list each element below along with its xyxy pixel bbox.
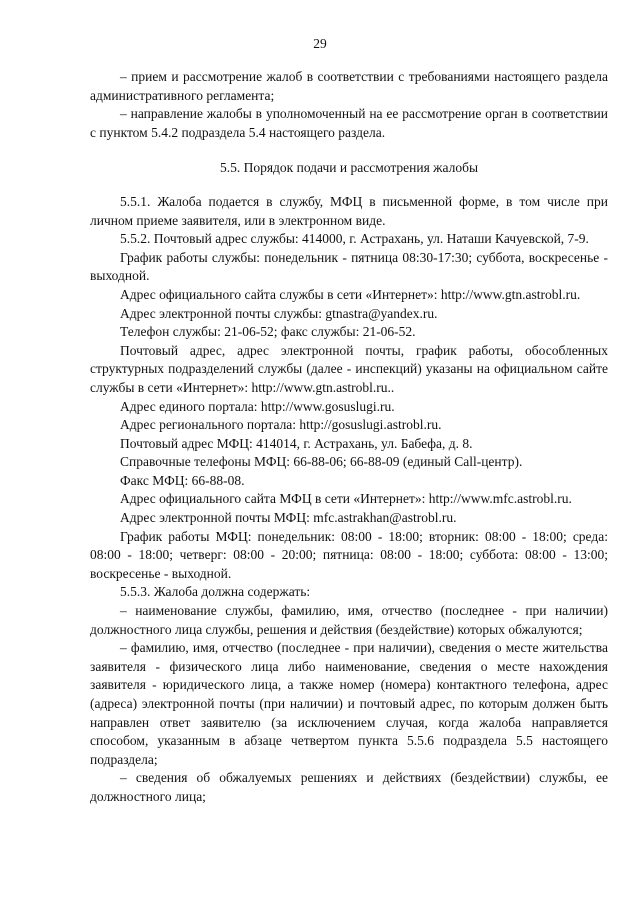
paragraph: Адрес электронной почты МФЦ: mfc.astrakhan@astrobl.ru.: [120, 510, 457, 526]
paragraph: Адрес электронной почты службы: gtnastra@yandex.ru.: [120, 305, 438, 321]
paragraph: Почтовый адрес МФЦ: 414014, г. Астрахань, ул. Бабефа, д. 8.: [120, 435, 473, 451]
paragraph: Адрес регионального портала: http://gosuslugi.astrobl.ru.: [120, 417, 442, 433]
list-item: – наименование службы, фамилию, имя, отчество (последнее - при наличии) должностного лица службы, решения и действия (бездействие) которых обжалуются;: [90, 603, 608, 637]
paragraph: – прием и рассмотрение жалоб в соответствии с требованиями настоящего раздела административного регламента;: [90, 69, 608, 103]
paragraph: Почтовый адрес, адрес электронной почты, график работы, обособленных структурных подразделений службы (далее - инспекций) указаны на официальном сайте службы в сети «Интернет»: http://www.gtn.astrobl.ru..: [90, 342, 608, 395]
paragraph: График работы МФЦ: понедельник: 08:00 - 18:00; вторник: 08:00 - 18:00; среда: 08:00 - 18:00; четверг: 08:00 - 20:00; пятница: 08:00 - 18:00; суббота: 08:00 - 13:00; воскресенье - выходной.: [90, 528, 608, 581]
paragraph-5-5-1: 5.5.1. Жалоба подается в службу, МФЦ в письменной форме, в том числе при личном приеме заявителя, или в электронном виде.: [90, 193, 608, 228]
paragraph: Адрес единого портала: http://www.gosuslugi.ru.: [120, 398, 395, 414]
paragraph: – направление жалобы в уполномоченный на ее рассмотрение орган в соответствии с пунктом 5.4.2 подраздела 5.4 настоящего раздела.: [90, 106, 608, 140]
paragraph: Справочные телефоны МФЦ: 66-88-06; 66-88-09 (единый Call-центр).: [120, 454, 523, 470]
list-item: – сведения об обжалуемых решениях и действиях (бездействии) службы, ее должностного лица;: [90, 770, 608, 804]
paragraph-5-5-2: 5.5.2. Почтовый адрес службы: 414000, г. Астрахань, ул. Наташи Качуевской, 7-9.: [120, 231, 589, 247]
page-number: 29: [313, 36, 327, 51]
paragraph: Телефон службы: 21-06-52; факс службы: 21-06-52.: [120, 324, 416, 340]
paragraph: График работы службы: понедельник - пятница 08:30-17:30; суббота, воскресенье - выходной.: [90, 249, 608, 284]
paragraph: Адрес официального сайта МФЦ в сети «Интернет»: http://www.mfc.astrobl.ru.: [120, 491, 572, 507]
paragraph-5-5-3: 5.5.3. Жалоба должна содержать:: [120, 584, 311, 600]
document-body: [90, 68, 608, 807]
paragraph: Факс МФЦ: 66-88-08.: [120, 472, 245, 488]
paragraph: Адрес официального сайта службы в сети «Интернет»: http://www.gtn.astrobl.ru.: [120, 286, 581, 302]
section-heading: 5.5. Порядок подачи и рассмотрения жалобы: [219, 160, 479, 176]
list-item: – фамилию, имя, отчество (последнее - при наличии), сведения о месте жительства заявителя - физического лица либо наименование, сведения о месте нахождения заявителя - юридического лица, а также номер (номера) контактного телефона, адрес (адреса) электронной почты (при наличии) и почтовый адрес, по которым должен быть направлен ответ заявителю (за исключением случая, когда жалоба направляется способом, указанным в абзаце четвертом пункта 5.5.6 подраздела 5.5 настоящего подраздела;: [90, 640, 608, 767]
